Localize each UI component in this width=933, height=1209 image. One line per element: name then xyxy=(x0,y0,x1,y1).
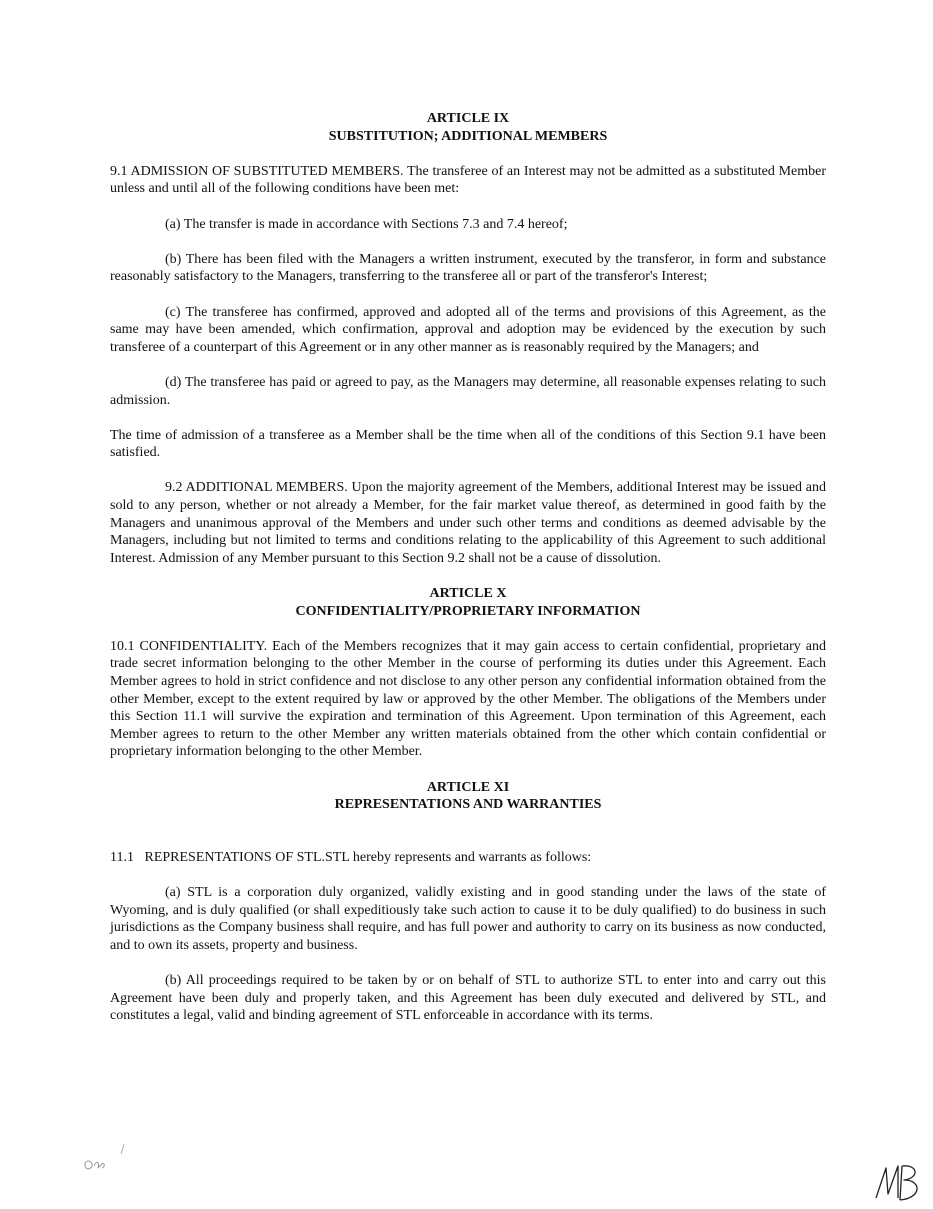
representation-b: (b) All proceedings required to be taken by or on behalf of STL to authorize STL to enter into and carry out this Agreement have been duly and properly taken, and this Agreement has been duly executed and delivered by STL, and constitutes a legal, valid and binding agreement of STL enforceable in accordance with its terms. xyxy=(110,972,826,1024)
document-page xyxy=(110,110,826,1025)
condition-d: (d) The transferee has paid or agreed to pay, as the Managers may determine, all reasonable expenses relating to such admission. xyxy=(110,374,826,408)
condition-a: (a) The transfer is made in accordance with Sections 7.3 and 7.4 hereof; xyxy=(165,216,568,232)
representation-a: (a) STL is a corporation duly organized, validly existing and in good standing under the laws of the state of Wyoming, and is duly qualified (or shall expeditiously take such action to cause it to be duly qualified) to do business in such jurisdictions as the Company business shall require, and has full power and authority to carry on its business as now conducted, and to own its assets, property and business. xyxy=(110,884,826,953)
handwritten-initials-icon xyxy=(80,1140,130,1176)
section-11-1: 11.1 REPRESENTATIONS OF STL.STL hereby represents and warrants as follows: xyxy=(110,849,592,865)
section-9-2: 9.2 ADDITIONAL MEMBERS. Upon the majority agreement of the Members, additional Interest may be issued and sold to any person, whether or not already a Member, for the fair market value thereof, as determined in good faith by the Managers and unanimous approval of the Members and under such other terms and conditions as deemed advisable by the Managers, including but not limited to terms and conditions relating to the applicability of this Agreement to such additional Interest. Admission of any Member pursuant to this Section 9.2 shall not be a cause of dissolution. xyxy=(110,480,826,566)
section-9-1: 9.1 ADMISSION OF SUBSTITUTED MEMBERS. The transferee of an Interest may not be admitted as a substituted Member unless and until all of the following conditions have been met: xyxy=(110,163,826,197)
article-title: SUBSTITUTION; ADDITIONAL MEMBERS xyxy=(328,128,608,144)
condition-c: (c) The transferee has confirmed, approved and adopted all of the terms and provisions of this Agreement, as the same may have been amended, which confirmation, approval and adoption may be evidenced by the execution by such transferee of a counterpart of this Agreement or in any other manner as is reasonably required by the Managers; and xyxy=(110,304,826,355)
article-xi-header xyxy=(110,779,826,814)
article-x-header xyxy=(110,585,826,620)
article-heading: ARTICLE XI xyxy=(426,779,510,795)
condition-b: (b) There has been filed with the Managers a written instrument, executed by the transferor, in form and substance reasonably satisfactory to the Managers, transferring to the transferee all or part of the transferor's Interest; xyxy=(110,251,826,285)
article-title: CONFIDENTIALITY/PROPRIETARY INFORMATION xyxy=(295,603,641,619)
handwritten-initials-icon xyxy=(872,1158,928,1204)
time-of-admission: The time of admission of a transferee as a Member shall be the time when all of the conditions of this Section 9.1 have been satisfied. xyxy=(110,427,826,461)
article-title: REPRESENTATIONS AND WARRANTIES xyxy=(334,797,602,813)
article-ix-header xyxy=(110,110,826,145)
article-heading: ARTICLE X xyxy=(429,586,507,602)
section-10-1: 10.1 CONFIDENTIALITY. Each of the Members recognizes that it may gain access to certain confidential, proprietary and trade secret information belonging to the other Member in the course of performing its duties under this Agreement. Each Member agrees to hold in strict confidence and not disclose to any other person any confidential information obtained from the other Member, except to the extent required by law or approved by the other Member. The obligations of the Members under this Section 11.1 will survive the expiration and termination of this Agreement. Upon termination of this Agreement, each Member agrees to return to the other Member any written materials obtained from the other which contain confidential or proprietary information belonging to the other Member. xyxy=(110,638,826,760)
article-heading: ARTICLE IX xyxy=(426,111,510,126)
